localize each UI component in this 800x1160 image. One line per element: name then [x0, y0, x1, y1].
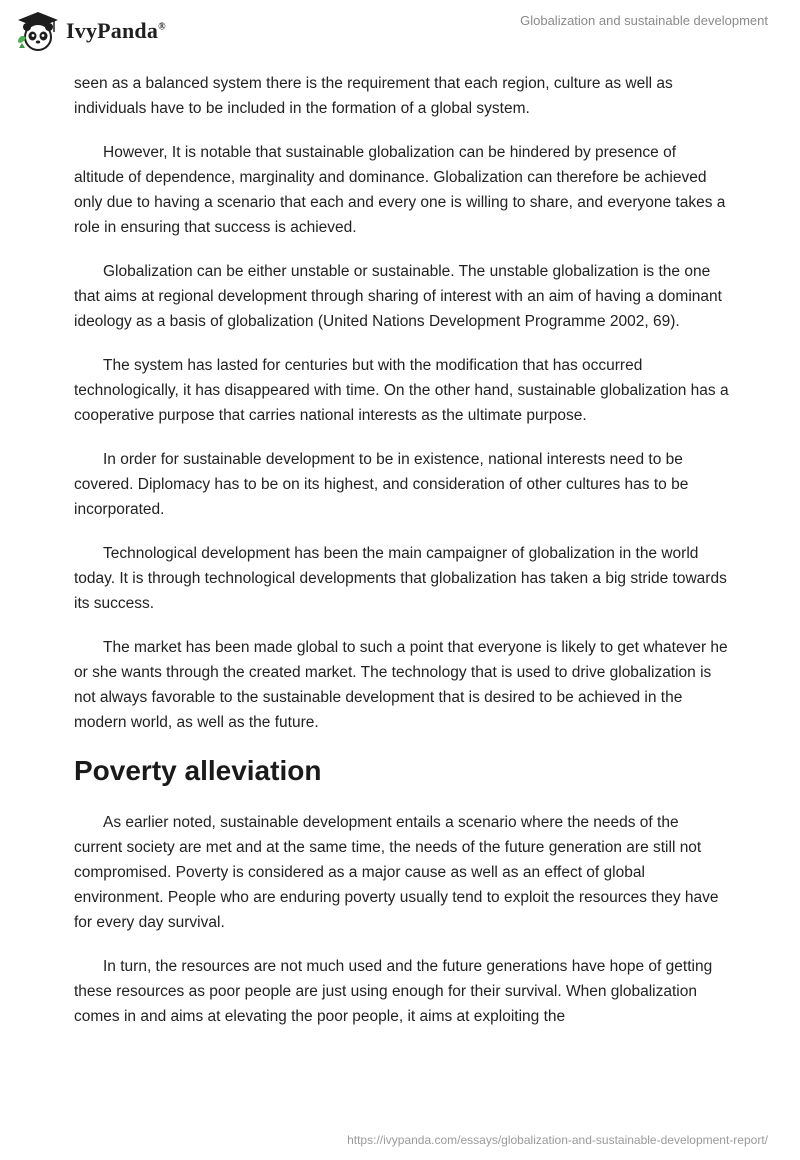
- paragraph: In order for sustainable development to be in existence, national interests need to be covered. Diplomacy has to be on its highest, and consideration of other cultures has to be incorporated.: [74, 451, 689, 518]
- document-title: Globalization and sustainable development: [520, 13, 768, 28]
- paragraph: seen as a balanced system there is the requirement that each region, culture as well as individuals have to be included in the formation of a global system.: [74, 75, 673, 117]
- page-header: [0, 0, 800, 70]
- brand-name: IvyPanda®: [66, 18, 166, 43]
- paragraph: As earlier noted, sustainable development entails a scenario where the needs of the current society are met and at the same time, the needs of the future generation are still not compromised. Poverty is considered as a major cause as well as an effect of global environment. People who are enduring poverty usually tend to exploit the resources they have for every day survival.: [74, 814, 719, 931]
- paragraph: Technological development has been the main campaigner of globalization in the world today. It is through technological developments that globalization has taken a big stride towards its success.: [74, 545, 727, 612]
- article-body: [74, 71, 729, 1048]
- source-url[interactable]: https://ivypanda.com/essays/globalization-and-sustainable-development-report/: [347, 1133, 768, 1147]
- paragraph: Globalization can be either unstable or sustainable. The unstable globalization is the one that aims at regional development through sharing of interest with an aim of having a dominant ideology as a basis of globalization (United Nations Development Programme 2002, 69).: [74, 263, 722, 330]
- paragraph: In turn, the resources are not much used and the future generations have hope of getting these resources as poor people are just using enough for their survival. When globalization comes in and aims at elevating the poor people, it aims at exploiting the: [74, 958, 713, 1025]
- panda-graduation-icon: [14, 10, 62, 52]
- paragraph: The system has lasted for centuries but with the modification that has occurred technologically, it has disappeared with time. On the other hand, sustainable globalization has a cooperative purpose that carries national interests as the ultimate purpose.: [74, 357, 729, 424]
- ivypanda-logo[interactable]: [14, 10, 166, 52]
- section-heading: Poverty alleviation: [74, 755, 322, 786]
- paragraph: The market has been made global to such a point that everyone is likely to get whatever he or she wants through the created market. The technology that is used to drive globalization is not always favorable to the sustainable development that is desired to be achieved in the modern world, as well as the future.: [74, 639, 728, 731]
- paragraph: However, It is notable that sustainable globalization can be hindered by presence of altitude of dependence, marginality and dominance. Globalization can therefore be achieved only due to having a scenario that each and every one is willing to share, and everyone takes a role in ensuring that success is achieved.: [74, 144, 726, 236]
